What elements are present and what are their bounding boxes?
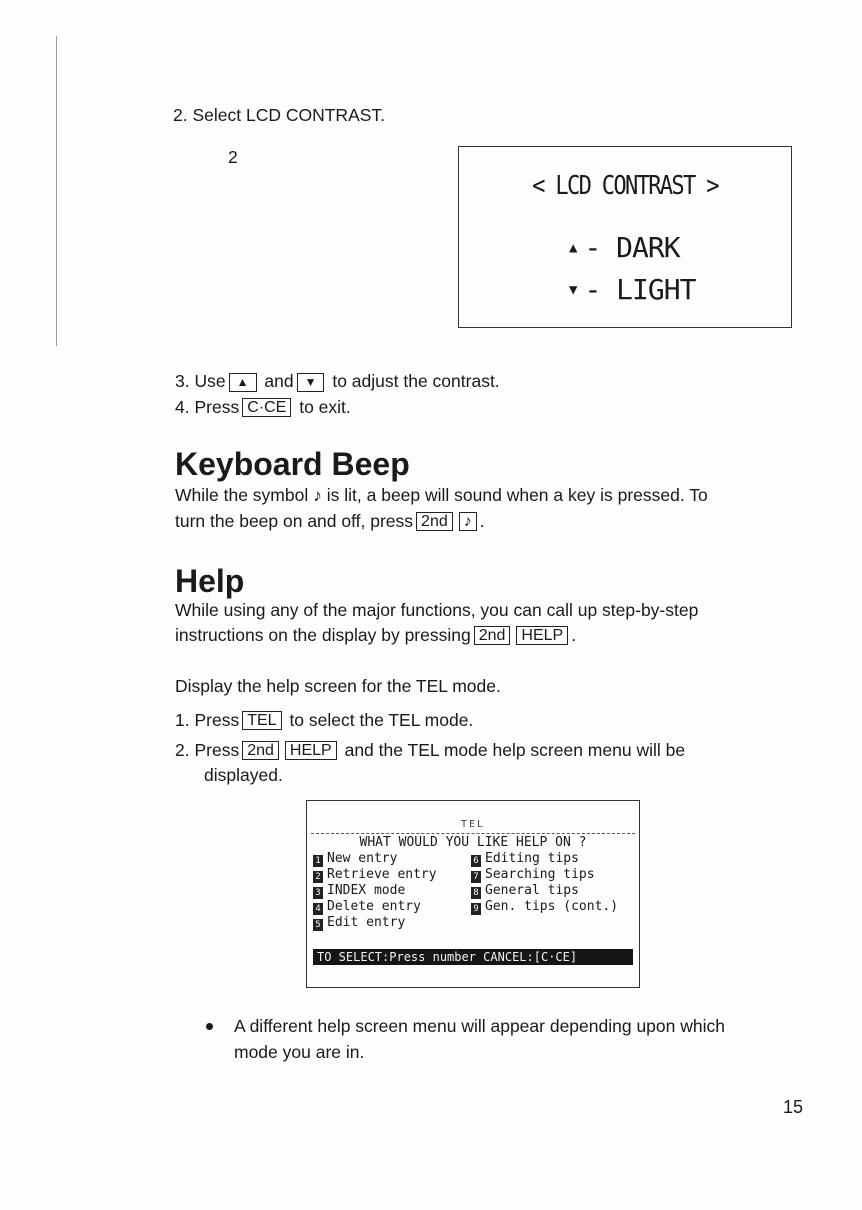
- option-number: 6: [471, 855, 481, 867]
- help-screen-display: [306, 800, 640, 988]
- step-number: 4.: [175, 397, 190, 417]
- step-text: and the TEL mode help screen menu will be: [344, 740, 686, 760]
- lcd-contrast-display: [458, 146, 792, 328]
- help-step-2: [175, 739, 685, 761]
- help-intro: Display the help screen for the TEL mode.: [175, 676, 501, 696]
- beep-text: While the symbol: [175, 485, 309, 505]
- step-text: Use: [194, 371, 226, 391]
- help-heading: Help: [175, 563, 245, 599]
- step-text: Press: [194, 397, 240, 417]
- beep-text: .: [479, 511, 485, 531]
- beep-text: turn the beep on and off, press: [175, 511, 414, 531]
- help-option: [313, 883, 405, 899]
- keyboard-beep-heading: Keyboard Beep: [175, 446, 410, 482]
- option-label: General tips: [485, 883, 579, 898]
- step-4: [175, 396, 351, 418]
- option-label: INDEX mode: [327, 883, 406, 898]
- help-screen-question: WHAT WOULD YOU LIKE HELP ON ?: [359, 835, 587, 850]
- step-text: to select the TEL mode.: [289, 710, 474, 730]
- help-option: [313, 851, 397, 867]
- option-number: 3: [313, 887, 323, 899]
- help-option: [471, 851, 579, 867]
- note-line-1: A different help screen menu will appear depending upon which: [234, 1016, 725, 1036]
- option-label: Retrieve entry: [327, 867, 437, 882]
- help-step-1: [175, 709, 473, 731]
- lcd-light-label: - LIGHT: [584, 273, 696, 306]
- step-2: [173, 104, 385, 126]
- step-text: to exit.: [299, 397, 351, 417]
- up-arrow-icon: ▲: [569, 240, 577, 256]
- down-arrow-icon: ▼: [569, 282, 577, 298]
- help-option: [313, 915, 405, 931]
- beep-symbol-icon: ♪: [313, 485, 322, 505]
- help-line-2: [175, 624, 576, 646]
- margin-rule: [56, 36, 57, 346]
- down-key: ▼: [297, 373, 325, 392]
- help-step-2-cont: displayed.: [204, 765, 283, 785]
- lcd-light-row: [569, 273, 695, 306]
- key-label-2: 2: [228, 147, 238, 167]
- help-option: [471, 899, 618, 915]
- step-text: Press: [194, 710, 240, 730]
- lcd-contrast-header: < LCD CONTRAST >: [532, 171, 718, 201]
- help-option: [471, 867, 595, 883]
- help-text: .: [571, 625, 577, 645]
- help-option: [313, 867, 437, 883]
- option-label: Gen. tips (cont.): [485, 899, 619, 914]
- beep-line-2: [175, 510, 485, 532]
- step-text: Select LCD CONTRAST.: [192, 105, 386, 125]
- step-3: [175, 370, 500, 392]
- beep-key: ♪: [459, 512, 477, 531]
- option-number: 7: [471, 871, 481, 883]
- step-text: to adjust the contrast.: [332, 371, 500, 391]
- option-number: 4: [313, 903, 323, 915]
- help-screen-divider: [311, 833, 635, 834]
- up-key: ▲: [229, 373, 257, 392]
- help-option: [313, 899, 421, 915]
- option-label: New entry: [327, 851, 398, 866]
- beep-text: is lit, a beep will sound when a key is pressed. To: [326, 485, 708, 505]
- 2nd-key: 2nd: [474, 626, 511, 645]
- help-key: HELP: [516, 626, 568, 645]
- step-text: Press: [194, 740, 240, 760]
- help-screen-mode-mark: TEL: [460, 819, 486, 830]
- option-label: Searching tips: [485, 867, 595, 882]
- option-label: Editing tips: [485, 851, 579, 866]
- option-label: Edit entry: [327, 915, 406, 930]
- note-line-2: mode you are in.: [234, 1042, 365, 1062]
- option-number: 5: [313, 919, 323, 931]
- 2nd-key: 2nd: [242, 741, 279, 760]
- help-line-1: While using any of the major functions, you can call up step-by-step: [175, 600, 699, 620]
- tel-key: TEL: [242, 711, 281, 730]
- beep-line-1: [175, 484, 708, 506]
- page-number: 15: [783, 1097, 804, 1117]
- lcd-dark-label: - DARK: [584, 231, 680, 264]
- option-number: 1: [313, 855, 323, 867]
- step-number: 3.: [175, 371, 190, 391]
- 2nd-key: 2nd: [416, 512, 453, 531]
- option-number: 2: [313, 871, 323, 883]
- bullet-icon: [206, 1023, 213, 1030]
- option-number: 8: [471, 887, 481, 899]
- option-label: Delete entry: [327, 899, 421, 914]
- lcd-dark-row: [569, 231, 680, 264]
- option-number: 9: [471, 903, 481, 915]
- help-screen-status-bar: TO SELECT:Press number CANCEL:[C·CE]: [313, 949, 633, 965]
- help-key: HELP: [285, 741, 337, 760]
- help-text: instructions on the display by pressing: [175, 625, 471, 645]
- step-number: 2.: [175, 740, 190, 760]
- step-text: and: [264, 371, 294, 391]
- help-option: [471, 883, 579, 899]
- step-number: 1.: [175, 710, 190, 730]
- c-ce-key: C·CE: [242, 398, 291, 417]
- step-number: 2.: [173, 105, 188, 125]
